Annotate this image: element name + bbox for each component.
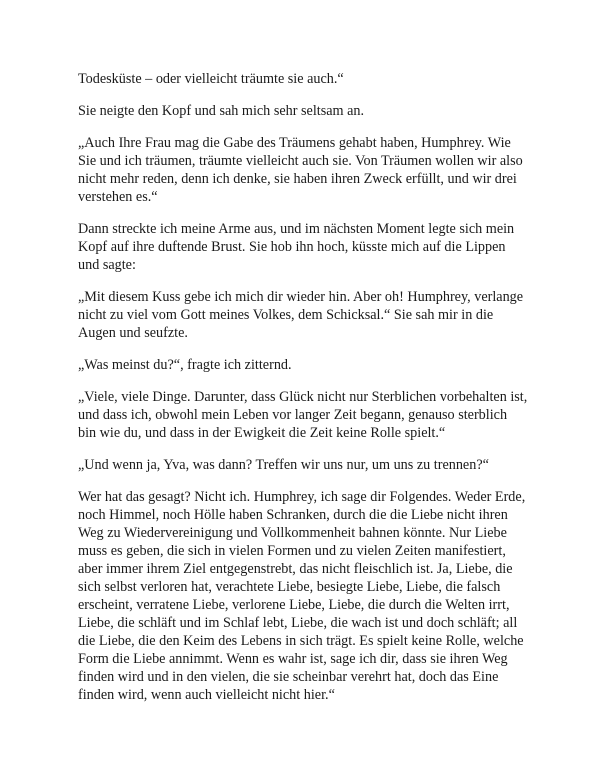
paragraph-3: „Auch Ihre Frau mag die Gabe des Träumens gehabt haben, Humphrey. Wie Sie und ich träumen, träumte vielleicht auch sie. Von Träumen wollen wir also nicht mehr reden, denn ich denke, sie haben ihren Zweck erfüllt, und wir drei verstehen es.“ — [78, 135, 523, 205]
paragraph-8: „Und wenn ja, Yva, was dann? Treffen wir uns nur, um uns zu trennen?“ — [78, 457, 489, 473]
paragraph-1: Todesküste – oder vielleicht träumte sie auch.“ — [78, 71, 344, 87]
paragraph-2: Sie neigte den Kopf und sah mich sehr seltsam an. — [78, 103, 365, 119]
paragraph-7: „Viele, viele Dinge. Darunter, dass Glück nicht nur Sterblichen vorbehalten ist, und dass ich, obwohl mein Leben vor langer Zeit begann, genauso sterblich bin wie du, und dass in der Ewigkeit die Zeit keine Rolle spielt.“ — [78, 389, 528, 441]
paragraph-4: Dann streckte ich meine Arme aus, und im nächsten Moment legte sich mein Kopf auf ihre duftende Brust. Sie hob ihn hoch, küsste mich auf die Lippen und sagte: — [78, 221, 515, 273]
paragraph-6: „Was meinst du?“, fragte ich zitternd. — [78, 357, 292, 373]
paragraph-9: Wer hat das gesagt? Nicht ich. Humphrey, ich sage dir Folgendes. Weder Erde, noch Himmel, noch Hölle haben Schranken, durch die die Liebe nicht ihren Weg zu Wiedervereinigung und Vollkommenheit bahnen könnte. Nur Liebe muss es geben, die sich in vielen Formen und zu vielen Zeiten manifestiert, aber immer ihrem Ziel entgegenstrebt, das nicht fleischlich ist. Ja, Liebe, die sich selbst verloren hat, verachtete Liebe, besiegte Liebe, Liebe, die falsch erscheint, verratene Liebe, verlorene Liebe, Liebe, die durch die Welten irrt, Liebe, die schläft und im Schlaf lebt, Liebe, die wach ist und doch schläft; all die Liebe, die den Keim des Lebens in sich trägt. Es spielt keine Rolle, welche Form die Liebe annimmt. Wenn es wahr ist, sage ich dir, dass sie ihren Weg finden wird und in den vielen, die sie scheinbar verehrt hat, doch das Eine finden wird, wenn auch vielleicht nicht hier.“ — [78, 489, 526, 703]
document-body — [78, 70, 528, 718]
paragraph-5: „Mit diesem Kuss gebe ich mich dir wieder hin. Aber oh! Humphrey, verlange nicht zu viel vom Gott meines Volkes, dem Schicksal.“ Sie sah mir in die Augen und seufzte. — [78, 289, 524, 341]
